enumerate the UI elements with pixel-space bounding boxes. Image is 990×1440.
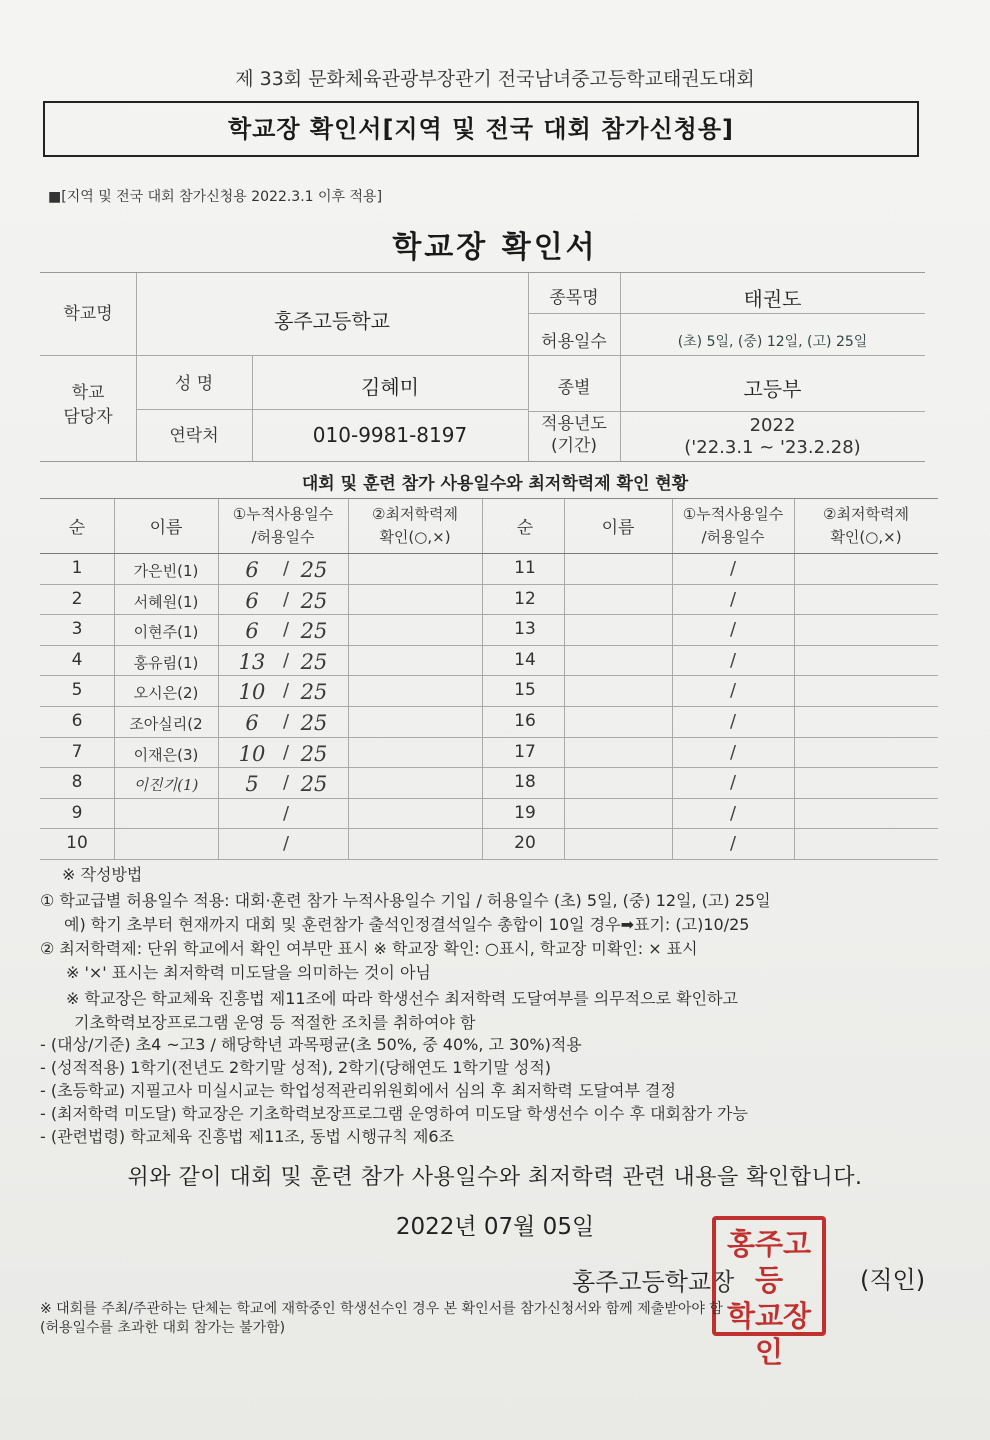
grid-line (40, 706, 938, 707)
row-number: 5 (71, 680, 83, 701)
days-slash: / (729, 802, 737, 824)
grid-line (40, 614, 938, 615)
note-line: ※ 작성방법 (62, 865, 143, 884)
seal-label: (직인) (860, 1266, 926, 1294)
grid-line (40, 584, 938, 585)
student-name: 오시은(2) (133, 684, 199, 703)
row-number: 3 (71, 619, 83, 640)
student-name: 이현주(1) (133, 623, 199, 642)
note-line: ② 최저학력제: 단위 학교에서 확인 여부만 표시 ※ 학교장 확인: ○표시, 학교장 미확인: × 표시 (40, 939, 698, 958)
days-slash: / (729, 772, 737, 794)
days-slash: / (729, 680, 737, 702)
days-slash: / (282, 558, 290, 579)
note-line: 기초학력보장프로그램 운영 등 적절한 조치를 취하여야 함 (74, 1013, 476, 1032)
row-number: 7 (71, 741, 83, 762)
days-slash: / (729, 741, 737, 763)
note-line: - (관련법령) 학교체육 진흥법 제11조, 동법 시행규칙 제6조 (40, 1127, 455, 1146)
row-number: 13 (514, 619, 536, 640)
student-name: 홍유림(1) (133, 653, 199, 672)
document-date: 2022년 07월 05일 (395, 1214, 595, 1240)
row-number: 11 (514, 558, 536, 578)
footnote: ※ 대회를 주최/주관하는 단체는 학교에 재학중인 학생선수인 경우 본 확인서를 참가신청서와 함께 제출받아야 함 (허용일수를 초과한 대회 참가는 불가함) (40, 1301, 723, 1336)
name-label: 성 명 (174, 374, 214, 394)
row-number: 8 (71, 772, 83, 793)
division-value: 고등부 (743, 377, 802, 401)
signer-name: 홍주고등학교장 (572, 1268, 735, 1296)
allowed-days-label: 허용일수 (541, 332, 607, 352)
days-slash: / (729, 649, 737, 671)
days-slash: / (282, 802, 290, 824)
document-title: 학교장 확인서 (392, 230, 598, 265)
days-slash: / (729, 833, 737, 855)
school-value: 홍주고등학교 (274, 309, 390, 333)
allowed-days: 25 (300, 711, 328, 735)
days-slash: / (282, 741, 290, 763)
grid-line (40, 675, 938, 676)
used-days: 6 (245, 588, 259, 613)
grid-line (40, 798, 938, 799)
header-no: 순 (516, 518, 534, 538)
student-name: 서혜원(1) (133, 592, 199, 611)
note-line: - (최저학력 미도달) 학교장은 기초학력보장프로그램 운영하여 미도달 학생선수 이수 후 대회참가 가능 (40, 1104, 748, 1123)
row-number: 2 (71, 588, 83, 609)
days-slash: / (282, 680, 290, 702)
days-slash: / (282, 649, 290, 671)
row-number: 1 (71, 558, 83, 578)
allowed-days: 25 (300, 741, 328, 766)
row-number: 12 (514, 588, 536, 609)
allowed-days: 25 (300, 619, 328, 644)
usage-table (40, 498, 938, 859)
student-name: 이재은(3) (133, 745, 199, 764)
note-line: - (초등학교) 지필고사 미실시교는 학업성적관리위원회에서 심의 후 최저학력 도달여부 결정 (40, 1081, 676, 1100)
student-name: 가은빈(1) (133, 562, 199, 580)
days-slash: / (729, 619, 737, 641)
row-number: 4 (71, 649, 83, 670)
used-days: 6 (245, 558, 259, 582)
row-number: 19 (514, 802, 536, 823)
year-label: 적용년도 (기간) (541, 414, 607, 456)
allowed-days: 25 (300, 680, 328, 705)
used-days: 5 (245, 772, 259, 797)
event-title: 제 33회 문화체육관광부장관기 전국남녀중고등학교태권도대회 (235, 68, 755, 90)
used-days: 10 (238, 680, 266, 705)
note-line: ※ '×' 표시는 최저학력 미도달을 의미하는 것이 아님 (66, 963, 431, 982)
row-number: 6 (71, 711, 83, 731)
row-number: 15 (514, 680, 536, 701)
allowed-days: 25 (300, 588, 328, 613)
row-number: 17 (514, 741, 536, 762)
sport-value: 태권도 (743, 287, 802, 311)
name-value: 김혜미 (361, 375, 419, 399)
student-name: 이진기(1) (133, 776, 199, 795)
student-name: 조아실리(2 (129, 715, 203, 733)
confirmation-statement: 위와 같이 대회 및 훈련 참가 사용일수와 최저학력 관련 내용을 확인합니다. (127, 1165, 863, 1190)
header-days: ①누적사용일수 /허용일수 (682, 505, 784, 546)
used-days: 6 (245, 619, 259, 644)
note-line: ※ 학교장은 학교체육 진흥법 제11조에 따라 학생선수 최저학력 도달여부를 의무적으로 확인하고 (66, 989, 738, 1008)
info-table (40, 272, 925, 462)
note-line: 예) 학기 초부터 현재까지 대회 및 훈련참가 출석인정결석일수 총합이 10일 경우➡표기: (고)10/25 (64, 915, 750, 934)
note-line: - (성적적용) 1학기(전년도 2학기말 성적), 2학기(당해연도 1학기말 성적) (40, 1058, 552, 1077)
grid-line (40, 767, 938, 768)
allowed-days: 25 (300, 558, 328, 582)
grid-line (40, 553, 938, 554)
days-slash: / (282, 772, 290, 794)
school-label: 학교명 (63, 304, 113, 324)
allowed-days: 25 (300, 772, 328, 797)
days-slash: / (282, 711, 290, 732)
grid-line (40, 828, 938, 829)
header-title: 학교장 확인서[지역 및 전국 대회 참가신청용] (43, 101, 919, 157)
header-academic: ②최저학력제 확인(○,×) (372, 505, 458, 546)
row-number: 10 (66, 833, 88, 854)
header-name: 이름 (149, 518, 183, 538)
used-days: 13 (238, 649, 266, 674)
year-value: 2022 (749, 415, 796, 436)
row-number: 18 (514, 772, 536, 793)
grid-line (40, 737, 938, 738)
used-days: 10 (238, 741, 266, 766)
contact-value: 010-9981-8197 (312, 423, 468, 447)
apply-note: ■[지역 및 전국 대회 참가신청용 2022.3.1 이후 적용] (48, 189, 383, 205)
contact-label: 연락처 (169, 426, 219, 446)
row-number: 20 (514, 833, 536, 854)
official-seal: 홍주고등 학교장인 (712, 1216, 826, 1336)
days-slash: / (729, 588, 737, 610)
division-label: 종별 (557, 378, 591, 398)
allowed-days-value: (초) 5일, (중) 12일, (고) 25일 (677, 334, 868, 350)
row-number: 16 (514, 711, 536, 731)
manager-label: 학교 담당자 (63, 383, 113, 427)
used-days: 6 (245, 711, 259, 735)
grid-line (40, 645, 938, 646)
sport-label: 종목명 (549, 288, 599, 308)
section-title: 대회 및 훈련 참가 사용일수와 최저학력제 확인 현황 (301, 474, 689, 494)
note-line: ① 학교급별 허용일수 적용: 대회·훈련 참가 누적사용일수 기입 / 허용일수 (초) 5일, (중) 12일, (고) 25일 (40, 891, 771, 910)
days-slash: / (729, 711, 737, 732)
days-slash: / (729, 558, 737, 579)
note-line: - (대상/기준) 초4 ~고3 / 해당학년 과목평균(초 50%, 중 40%, 고 30%)적용 (40, 1035, 582, 1054)
grid-line (40, 859, 938, 860)
header-no: 순 (68, 518, 86, 538)
header-academic: ②최저학력제 확인(○,×) (823, 505, 909, 546)
period-value: ('22.3.1 ~ '23.2.28) (684, 437, 861, 458)
header-name: 이름 (601, 518, 635, 538)
row-number: 14 (514, 649, 536, 670)
header-days: ①누적사용일수 /허용일수 (232, 505, 334, 546)
days-slash: / (282, 833, 290, 855)
days-slash: / (282, 619, 290, 641)
row-number: 9 (71, 802, 83, 823)
allowed-days: 25 (300, 649, 328, 674)
days-slash: / (282, 588, 290, 610)
